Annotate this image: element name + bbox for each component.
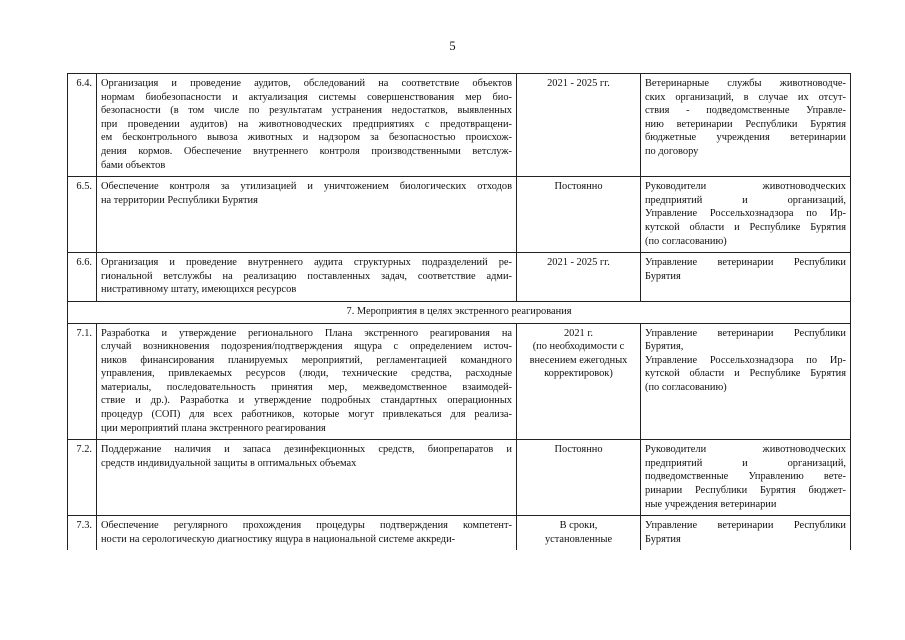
item-term <box>517 253 641 302</box>
description-line: гиональной ветслужбы на реализацию поставленных задач, соответствие адми- <box>101 270 512 282</box>
item-description <box>97 253 517 302</box>
term-line: Постоянно <box>554 181 603 193</box>
responsible-line: ные учреждения ветеринарии <box>645 498 777 510</box>
item-term <box>517 177 641 253</box>
responsible-line: предприятий и организаций, <box>645 194 846 206</box>
responsible-line: Управление Россельхознадзора по Ир- <box>645 208 846 220</box>
responsible-line: по договору <box>645 145 699 157</box>
responsible-line: Управление ветеринарии Республики <box>645 327 846 339</box>
description-line: Поддержание наличия и запаса дезинфекционных средств, биопрепаратов и <box>101 444 512 456</box>
term-line: 2021 - 2025 гг. <box>547 78 610 89</box>
description-line: случай возникновения подозрения/подтверждения ящура с определением источ- <box>101 341 512 353</box>
term-line: 2021 г. <box>563 327 594 339</box>
page-number: 5 <box>449 39 456 53</box>
item-number: 6.5. <box>68 177 97 253</box>
responsible-line: ринарии Республики Бурятия бюджет- <box>645 485 846 497</box>
item-responsible <box>641 177 851 253</box>
measures-table <box>67 73 851 550</box>
description-line: Обеспечение контроля за утилизацией и уничтожением биологических отходов <box>101 181 512 193</box>
section-row <box>68 301 851 323</box>
description-line: нормам биобезопасности и актуализация системы совершенствования мер био- <box>101 91 512 103</box>
responsible-line: кутской области и Республике Бурятия <box>645 368 846 380</box>
description-line: на территории Республики Бурятия <box>101 194 258 206</box>
description-line: управления, привлекаемых ресурсов (люди, технические средства, расходные <box>101 368 512 380</box>
responsible-line: ствия - подведомственные Управле- <box>645 105 846 117</box>
description-line: Разработка и утверждение регионального Плана экстренного реагирования на <box>101 327 512 339</box>
responsible-line: Бурятия, <box>645 341 684 353</box>
description-line: ствие и др.). Разработка и утверждение подробных стандартных операционных <box>101 395 512 407</box>
measures-table-body <box>68 74 851 551</box>
table-row <box>68 323 851 440</box>
term-line: Постоянно <box>554 444 603 456</box>
description-line: ем бесконтрольного вывоза животных и надзором за безопасностью происхож- <box>101 132 512 144</box>
responsible-line: Руководители животноводческих <box>645 181 846 193</box>
item-responsible <box>641 253 851 302</box>
responsible-line: Руководители животноводческих <box>645 444 846 456</box>
section-title: 7. Мероприятия в целях экстренного реагирования <box>68 301 851 323</box>
table-row <box>68 177 851 253</box>
responsible-line: ских организаций, в случае их отсут- <box>645 91 846 103</box>
item-number: 7.2. <box>68 440 97 516</box>
description-line: дения кормов. Обеспечение внутреннего контроля производственными ветслуж- <box>101 145 512 157</box>
item-number: 6.4. <box>68 74 97 177</box>
table-row <box>68 74 851 177</box>
description-line: материалы, последовательность принятия мер, межведомственное взаимодей- <box>101 381 512 393</box>
description-line: безопасности (в том числе по результатам устранения недостатков, выявленных <box>101 105 512 117</box>
responsible-line: (по согласованию) <box>645 381 727 393</box>
item-description <box>97 440 517 516</box>
responsible-line: нию ветеринарии Республики Бурятия <box>645 118 846 130</box>
description-line: процедур (СОП) для всех работников, которые могут привлекаться для реализа- <box>101 409 512 421</box>
term-line: В сроки, <box>559 520 598 532</box>
description-line: Организация и проведение внутреннего аудита структурных подразделений ре- <box>101 257 512 269</box>
item-responsible <box>641 74 851 177</box>
item-description <box>97 516 517 551</box>
term-line: 2021 - 2025 гг. <box>547 257 610 269</box>
responsible-line: Управление Россельхознадзора по Ир- <box>645 354 846 366</box>
description-line: бами объектов <box>101 159 166 171</box>
description-line: Организация и проведение аудитов, обследований на соответствие объектов <box>101 78 512 89</box>
term-line: (по необходимости с <box>532 341 625 353</box>
table-row <box>68 516 851 551</box>
responsible-line: Бурятия <box>645 533 681 545</box>
item-term <box>517 440 641 516</box>
item-term <box>517 74 641 177</box>
term-line: внесением ежегодных <box>529 354 628 366</box>
item-number: 7.3. <box>68 516 97 551</box>
responsible-line: Управление ветеринарии Республики <box>645 520 846 532</box>
description-line: при проведении аудитов) на животноводческих предприятиях с предотвращени- <box>101 118 512 130</box>
item-term <box>517 323 641 440</box>
item-number: 7.1. <box>68 323 97 440</box>
table-row <box>68 440 851 516</box>
description-line: средств индивидуальной защиты в оптимальных объемах <box>101 457 357 469</box>
description-line: нистративному штату, имеющихся ресурсов <box>101 284 297 296</box>
responsible-line: (по согласованию) <box>645 235 727 247</box>
description-line: ции мероприятий плана экстренного реагирования <box>101 422 326 434</box>
responsible-line: бюджетные учреждения ветеринарии <box>645 132 846 144</box>
item-number: 6.6. <box>68 253 97 302</box>
item-description <box>97 323 517 440</box>
responsible-line: Бурятия <box>645 270 681 282</box>
responsible-line: кутской области и Республике Бурятия <box>645 221 846 233</box>
responsible-line: Ветеринарные службы животноводче- <box>645 78 846 89</box>
table-row <box>68 253 851 302</box>
item-term <box>517 516 641 551</box>
description-line: Обеспечение регулярного прохождения процедуры подтверждения компетент- <box>101 520 512 532</box>
item-responsible <box>641 323 851 440</box>
item-responsible <box>641 516 851 551</box>
item-description <box>97 177 517 253</box>
responsible-line: Управление ветеринарии Республики <box>645 257 846 269</box>
responsible-line: предприятий и организаций, <box>645 457 846 469</box>
term-line: установленные <box>544 533 613 545</box>
item-description <box>97 74 517 177</box>
term-line: корректировок) <box>544 368 613 380</box>
description-line: ности на серологическую диагностику ящура в национальной системе аккреди- <box>101 533 456 545</box>
item-responsible <box>641 440 851 516</box>
description-line: ников финансирования планируемых мероприятий, регламентацией командного <box>101 354 512 366</box>
responsible-line: подведомственные Управлению вете- <box>645 471 846 483</box>
